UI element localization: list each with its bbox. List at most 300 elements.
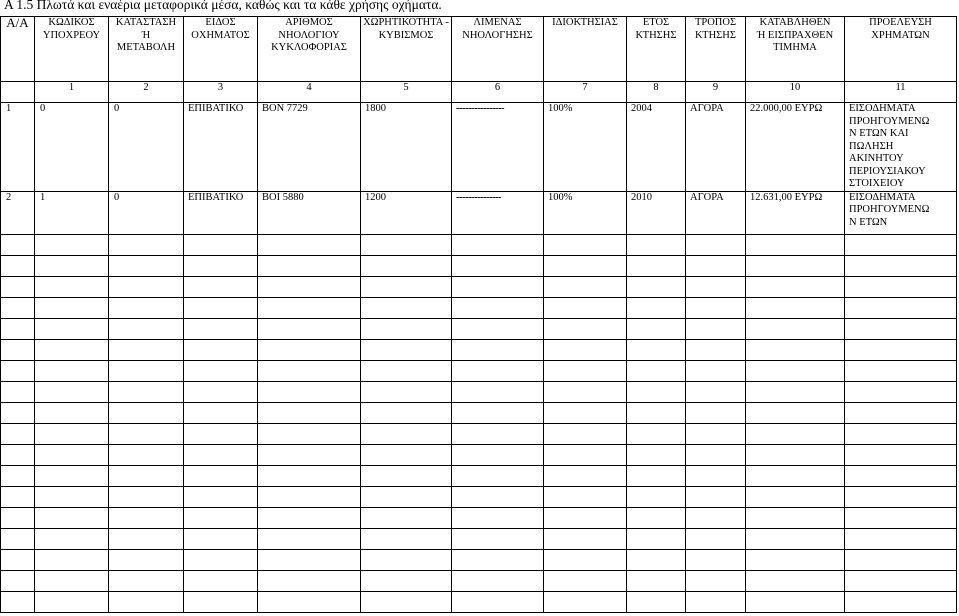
empty-cell bbox=[452, 507, 544, 528]
column-number: 2 bbox=[109, 82, 184, 103]
column-number-row bbox=[1, 82, 957, 103]
empty-cell bbox=[845, 549, 957, 570]
empty-row bbox=[1, 486, 957, 507]
empty-cell bbox=[1, 381, 35, 402]
funding-source-cell bbox=[845, 191, 957, 234]
empty-cell bbox=[686, 255, 746, 276]
empty-row bbox=[1, 276, 957, 297]
header-label: Ή ΕΙΣΠΡΑΧΘΕΝ bbox=[756, 29, 834, 41]
table-cell: ΑΓΟΡΑ bbox=[686, 103, 746, 192]
table-cell: 100% bbox=[544, 191, 627, 234]
header-label: ΚΤΗΣΗΣ bbox=[635, 29, 677, 41]
table-row bbox=[1, 103, 957, 192]
empty-cell bbox=[35, 255, 109, 276]
empty-cell bbox=[184, 486, 258, 507]
column-number: 7 bbox=[544, 82, 627, 103]
empty-cell bbox=[258, 381, 361, 402]
header-label: ΚΥΚΛΟΦΟΡΙΑΣ bbox=[271, 42, 347, 53]
empty-cell bbox=[35, 549, 109, 570]
empty-cell bbox=[452, 591, 544, 612]
empty-cell bbox=[627, 549, 686, 570]
empty-cell bbox=[184, 402, 258, 423]
empty-cell bbox=[686, 423, 746, 444]
empty-cell bbox=[361, 507, 452, 528]
table-cell: 0 bbox=[109, 191, 184, 234]
empty-cell bbox=[361, 297, 452, 318]
empty-cell bbox=[686, 297, 746, 318]
empty-cell bbox=[361, 318, 452, 339]
header-label: ΝΗΟΛΟΓΗΣΗΣ bbox=[462, 29, 533, 41]
empty-cell bbox=[184, 234, 258, 255]
empty-row bbox=[1, 255, 957, 276]
empty-cell bbox=[35, 528, 109, 549]
table-cell: 1 bbox=[35, 191, 109, 234]
column-number: 5 bbox=[361, 82, 452, 103]
empty-cell bbox=[746, 549, 845, 570]
empty-cell bbox=[258, 423, 361, 444]
empty-cell bbox=[184, 297, 258, 318]
empty-row bbox=[1, 360, 957, 381]
empty-cell bbox=[627, 297, 686, 318]
empty-cell bbox=[627, 591, 686, 612]
empty-cell bbox=[746, 381, 845, 402]
empty-cell bbox=[686, 528, 746, 549]
header-label: ΠΡΟΕΛΕΥΣΗ bbox=[869, 17, 932, 28]
column-number: 4 bbox=[258, 82, 361, 103]
column-number: 8 bbox=[627, 82, 686, 103]
header-label: ΜΕΤΑΒΟΛΗ bbox=[116, 42, 176, 53]
empty-cell bbox=[452, 255, 544, 276]
table-cell: ---------------- bbox=[452, 103, 544, 192]
empty-cell bbox=[627, 318, 686, 339]
empty-cell bbox=[258, 255, 361, 276]
empty-cell bbox=[452, 402, 544, 423]
empty-cell bbox=[845, 486, 957, 507]
document-title: Α 1.5 Πλωτά και εναέρια μεταφορικά μέσα, καθώς και τα κάθε χρήσης οχήματα. bbox=[4, 0, 442, 12]
empty-cell bbox=[845, 360, 957, 381]
empty-cell bbox=[109, 591, 184, 612]
empty-cell bbox=[627, 339, 686, 360]
empty-cell bbox=[361, 444, 452, 465]
empty-cell bbox=[452, 360, 544, 381]
empty-cell bbox=[361, 360, 452, 381]
table-cell: 1200 bbox=[361, 191, 452, 234]
header-row bbox=[1, 17, 957, 82]
empty-row bbox=[1, 402, 957, 423]
header-label: ΚΑΤΑΒΛΗΘΕΝ bbox=[759, 17, 831, 28]
empty-cell bbox=[746, 339, 845, 360]
empty-cell bbox=[184, 318, 258, 339]
empty-cell bbox=[746, 528, 845, 549]
empty-row bbox=[1, 339, 957, 360]
table-cell: 1800 bbox=[361, 103, 452, 192]
empty-cell bbox=[544, 381, 627, 402]
empty-cell bbox=[544, 318, 627, 339]
empty-cell bbox=[361, 528, 452, 549]
column-number: 11 bbox=[845, 82, 957, 103]
empty-cell bbox=[845, 528, 957, 549]
empty-cell bbox=[627, 276, 686, 297]
empty-cell bbox=[686, 507, 746, 528]
empty-cell bbox=[361, 339, 452, 360]
empty-cell bbox=[184, 255, 258, 276]
empty-cell bbox=[35, 591, 109, 612]
empty-cell bbox=[627, 423, 686, 444]
column-number: 6 bbox=[452, 82, 544, 103]
empty-cell bbox=[845, 402, 957, 423]
empty-row bbox=[1, 465, 957, 486]
empty-cell bbox=[258, 465, 361, 486]
empty-cell bbox=[361, 381, 452, 402]
empty-cell bbox=[361, 591, 452, 612]
header-label: ΚΥΒΙΣΜΟΣ bbox=[378, 29, 434, 41]
empty-cell bbox=[686, 339, 746, 360]
header-cell bbox=[258, 17, 361, 82]
empty-row bbox=[1, 381, 957, 402]
header-label: ΑΡΙΘΜΟΣ bbox=[285, 17, 333, 28]
empty-cell bbox=[627, 444, 686, 465]
empty-cell bbox=[746, 234, 845, 255]
empty-cell bbox=[452, 339, 544, 360]
empty-cell bbox=[686, 444, 746, 465]
header-label: ΧΩΡΗΤΙΚΟΤΗΤΑ - bbox=[363, 17, 449, 28]
empty-cell bbox=[746, 402, 845, 423]
empty-cell bbox=[686, 276, 746, 297]
funding-source-line: ΕΙΣΟΔΗΜΑΤΑ bbox=[849, 191, 916, 203]
table-cell: --------------- bbox=[452, 191, 544, 234]
empty-cell bbox=[686, 549, 746, 570]
empty-cell bbox=[845, 591, 957, 612]
empty-cell bbox=[1, 570, 35, 591]
funding-source-line: Ν ΕΤΩΝ bbox=[849, 216, 888, 228]
empty-cell bbox=[109, 507, 184, 528]
empty-cell bbox=[109, 549, 184, 570]
empty-cell bbox=[1, 402, 35, 423]
empty-cell bbox=[35, 234, 109, 255]
table-cell: 0 bbox=[35, 103, 109, 192]
empty-cell bbox=[746, 276, 845, 297]
empty-cell bbox=[184, 528, 258, 549]
empty-cell bbox=[746, 318, 845, 339]
empty-cell bbox=[544, 360, 627, 381]
empty-cell bbox=[746, 297, 845, 318]
empty-cell bbox=[35, 444, 109, 465]
empty-cell bbox=[1, 507, 35, 528]
table-cell: 2 bbox=[1, 191, 35, 234]
empty-cell bbox=[845, 381, 957, 402]
empty-cell bbox=[184, 444, 258, 465]
empty-cell bbox=[746, 360, 845, 381]
table-cell: ΕΠΙΒΑΤΙΚΟ bbox=[184, 103, 258, 192]
empty-row bbox=[1, 297, 957, 318]
header-label: ΧΡΗΜΑΤΩΝ bbox=[871, 29, 930, 41]
vehicles-table bbox=[0, 16, 957, 613]
empty-row bbox=[1, 444, 957, 465]
empty-cell bbox=[746, 423, 845, 444]
empty-cell bbox=[361, 234, 452, 255]
funding-source-line: ΕΙΣΟΔΗΜΑΤΑ bbox=[849, 103, 916, 114]
empty-cell bbox=[845, 465, 957, 486]
empty-cell bbox=[746, 465, 845, 486]
header-label: ΟΧΗΜΑΤΟΣ bbox=[191, 29, 250, 41]
empty-cell bbox=[686, 465, 746, 486]
empty-cell bbox=[258, 339, 361, 360]
funding-source-cell bbox=[845, 103, 957, 192]
empty-cell bbox=[746, 486, 845, 507]
table-cell: 100% bbox=[544, 103, 627, 192]
table-cell: 0 bbox=[109, 103, 184, 192]
table-cell: 22.000,00 ΕΥΡΩ bbox=[746, 103, 845, 192]
empty-cell bbox=[452, 381, 544, 402]
empty-cell bbox=[258, 549, 361, 570]
empty-cell bbox=[258, 402, 361, 423]
empty-row bbox=[1, 318, 957, 339]
empty-cell bbox=[452, 465, 544, 486]
header-label: ΕΤΟΣ bbox=[642, 17, 670, 28]
empty-cell bbox=[627, 507, 686, 528]
empty-cell bbox=[746, 255, 845, 276]
empty-cell bbox=[1, 297, 35, 318]
empty-cell bbox=[746, 591, 845, 612]
empty-cell bbox=[544, 297, 627, 318]
empty-cell bbox=[452, 318, 544, 339]
empty-cell bbox=[845, 570, 957, 591]
empty-cell bbox=[1, 276, 35, 297]
header-cell bbox=[845, 17, 957, 82]
header-cell bbox=[746, 17, 845, 82]
table-cell: 12.631,00 ΕΥΡΩ bbox=[746, 191, 845, 234]
empty-cell bbox=[184, 423, 258, 444]
header-label: ΛΙΜΕΝΑΣ bbox=[473, 17, 522, 28]
empty-cell bbox=[109, 318, 184, 339]
header-cell bbox=[627, 17, 686, 82]
empty-cell bbox=[35, 486, 109, 507]
empty-cell bbox=[1, 339, 35, 360]
header-label: ΕΙΔΟΣ bbox=[205, 17, 236, 28]
empty-row bbox=[1, 549, 957, 570]
empty-cell bbox=[109, 276, 184, 297]
empty-cell bbox=[109, 465, 184, 486]
empty-row bbox=[1, 507, 957, 528]
header-cell bbox=[184, 17, 258, 82]
empty-cell bbox=[746, 570, 845, 591]
header-label: ΚΑΤΑΣΤΑΣΗ bbox=[115, 17, 177, 28]
empty-cell bbox=[627, 360, 686, 381]
header-cell bbox=[109, 17, 184, 82]
header-cell bbox=[1, 17, 35, 82]
empty-cell bbox=[544, 507, 627, 528]
funding-source-line: ΣΤΟΙΧΕΙΟΥ bbox=[849, 178, 905, 189]
empty-row bbox=[1, 591, 957, 612]
empty-cell bbox=[109, 381, 184, 402]
empty-row bbox=[1, 570, 957, 591]
column-number: 9 bbox=[686, 82, 746, 103]
empty-cell bbox=[361, 255, 452, 276]
header-label: ΚΤΗΣΗΣ bbox=[695, 29, 736, 41]
empty-cell bbox=[686, 381, 746, 402]
funding-source-line: ΠΕΡΙΟΥΣΙΑΚΟΥ bbox=[849, 165, 926, 177]
empty-cell bbox=[1, 255, 35, 276]
empty-cell bbox=[627, 402, 686, 423]
empty-cell bbox=[258, 318, 361, 339]
empty-cell bbox=[544, 276, 627, 297]
empty-cell bbox=[109, 255, 184, 276]
empty-cell bbox=[845, 507, 957, 528]
empty-cell bbox=[686, 402, 746, 423]
empty-cell bbox=[184, 507, 258, 528]
empty-cell bbox=[544, 528, 627, 549]
empty-cell bbox=[109, 297, 184, 318]
empty-cell bbox=[746, 444, 845, 465]
empty-cell bbox=[184, 570, 258, 591]
empty-cell bbox=[258, 444, 361, 465]
header-label: ΤΙΜΗΜΑ bbox=[773, 42, 817, 53]
empty-cell bbox=[1, 465, 35, 486]
empty-cell bbox=[544, 255, 627, 276]
empty-cell bbox=[1, 318, 35, 339]
empty-cell bbox=[258, 591, 361, 612]
header-label: Ή bbox=[141, 29, 151, 41]
empty-cell bbox=[361, 549, 452, 570]
header-label: ΤΡΟΠΟΣ bbox=[694, 17, 737, 28]
empty-cell bbox=[109, 486, 184, 507]
empty-cell bbox=[1, 528, 35, 549]
table-row bbox=[1, 191, 957, 234]
header-cell bbox=[686, 17, 746, 82]
empty-cell bbox=[544, 591, 627, 612]
header-label: ΙΔΙΟΚΤΗΣΙΑΣ bbox=[552, 17, 618, 28]
empty-cell bbox=[258, 570, 361, 591]
empty-cell bbox=[452, 297, 544, 318]
empty-cell bbox=[452, 444, 544, 465]
empty-cell bbox=[544, 234, 627, 255]
empty-cell bbox=[686, 360, 746, 381]
header-label: ΝΗΟΛΟΓΙΟΥ bbox=[278, 29, 340, 41]
empty-cell bbox=[544, 486, 627, 507]
empty-cell bbox=[109, 360, 184, 381]
empty-cell bbox=[258, 297, 361, 318]
empty-cell bbox=[544, 402, 627, 423]
empty-cell bbox=[361, 486, 452, 507]
empty-cell bbox=[35, 318, 109, 339]
empty-cell bbox=[35, 381, 109, 402]
table-cell: ΒΟΙ 5880 bbox=[258, 191, 361, 234]
empty-cell bbox=[1, 549, 35, 570]
funding-source-line: ΠΡΟΗΓΟΥΜΕΝΩ bbox=[849, 115, 930, 127]
empty-cell bbox=[544, 444, 627, 465]
header-label: Α/Α bbox=[6, 15, 29, 30]
empty-cell bbox=[35, 423, 109, 444]
empty-cell bbox=[35, 465, 109, 486]
empty-row bbox=[1, 234, 957, 255]
empty-cell bbox=[258, 234, 361, 255]
empty-cell bbox=[845, 255, 957, 276]
empty-cell bbox=[452, 528, 544, 549]
empty-cell bbox=[452, 423, 544, 444]
empty-cell bbox=[544, 339, 627, 360]
empty-cell bbox=[258, 360, 361, 381]
empty-cell bbox=[1, 360, 35, 381]
header-cell bbox=[35, 17, 109, 82]
column-number: 10 bbox=[746, 82, 845, 103]
empty-cell bbox=[686, 570, 746, 591]
empty-cell bbox=[35, 570, 109, 591]
empty-cell bbox=[452, 570, 544, 591]
empty-cell bbox=[1, 486, 35, 507]
empty-cell bbox=[184, 549, 258, 570]
table-cell: ΕΠΙΒΑΤΙΚΟ bbox=[184, 191, 258, 234]
header-cell bbox=[361, 17, 452, 82]
empty-cell bbox=[845, 297, 957, 318]
empty-cell bbox=[109, 528, 184, 549]
empty-cell bbox=[452, 276, 544, 297]
empty-cell bbox=[1, 591, 35, 612]
empty-cell bbox=[845, 234, 957, 255]
empty-cell bbox=[452, 234, 544, 255]
column-number bbox=[1, 82, 35, 103]
empty-cell bbox=[35, 276, 109, 297]
empty-cell bbox=[184, 339, 258, 360]
empty-cell bbox=[1, 444, 35, 465]
empty-cell bbox=[845, 423, 957, 444]
empty-cell bbox=[109, 444, 184, 465]
empty-cell bbox=[544, 423, 627, 444]
funding-source-line: ΠΡΟΗΓΟΥΜΕΝΩ bbox=[849, 204, 930, 215]
table-cell: 2004 bbox=[627, 103, 686, 192]
empty-cell bbox=[452, 549, 544, 570]
empty-cell bbox=[1, 423, 35, 444]
empty-cell bbox=[627, 486, 686, 507]
column-number: 3 bbox=[184, 82, 258, 103]
header-label: ΚΩΔΙΚΟΣ bbox=[48, 17, 95, 28]
empty-cell bbox=[686, 486, 746, 507]
empty-cell bbox=[109, 423, 184, 444]
empty-cell bbox=[35, 507, 109, 528]
empty-cell bbox=[845, 318, 957, 339]
empty-cell bbox=[544, 465, 627, 486]
empty-cell bbox=[361, 570, 452, 591]
empty-cell bbox=[184, 465, 258, 486]
empty-cell bbox=[184, 276, 258, 297]
empty-cell bbox=[627, 234, 686, 255]
empty-cell bbox=[845, 339, 957, 360]
empty-cell bbox=[746, 507, 845, 528]
empty-cell bbox=[109, 570, 184, 591]
empty-cell bbox=[258, 486, 361, 507]
empty-cell bbox=[35, 297, 109, 318]
empty-cell bbox=[845, 276, 957, 297]
empty-cell bbox=[35, 339, 109, 360]
empty-cell bbox=[627, 528, 686, 549]
empty-cell bbox=[544, 570, 627, 591]
empty-cell bbox=[627, 255, 686, 276]
empty-cell bbox=[258, 507, 361, 528]
table-cell: 1 bbox=[1, 103, 35, 192]
empty-cell bbox=[845, 444, 957, 465]
empty-cell bbox=[184, 381, 258, 402]
empty-cell bbox=[686, 234, 746, 255]
empty-cell bbox=[361, 465, 452, 486]
funding-source-line: ΑΚΙΝΗΤΟΥ bbox=[849, 153, 904, 164]
header-cell bbox=[544, 17, 627, 82]
funding-source-line: Ν ΕΤΩΝ ΚΑΙ bbox=[849, 128, 909, 139]
empty-cell bbox=[35, 402, 109, 423]
table-cell: ΑΓΟΡΑ bbox=[686, 191, 746, 234]
header-label: ΥΠΟΧΡΕΟΥ bbox=[42, 29, 101, 41]
empty-cell bbox=[361, 402, 452, 423]
empty-cell bbox=[35, 360, 109, 381]
empty-cell bbox=[686, 318, 746, 339]
